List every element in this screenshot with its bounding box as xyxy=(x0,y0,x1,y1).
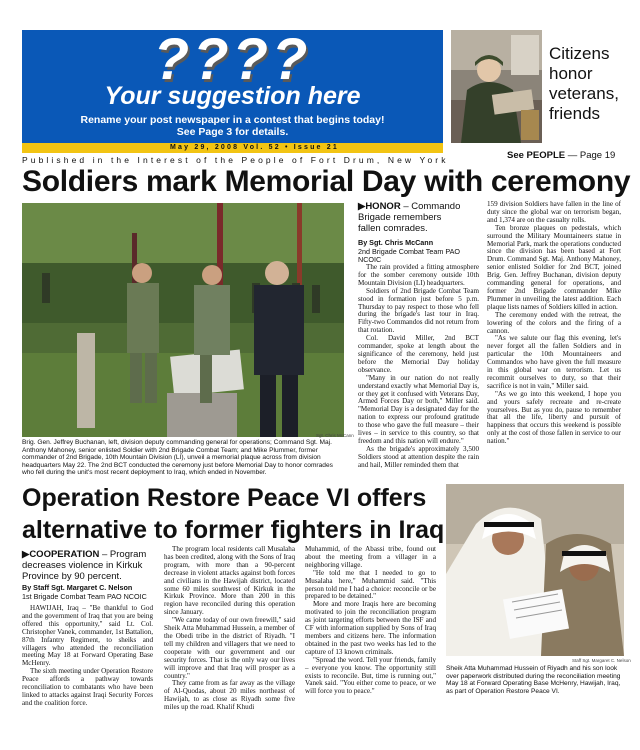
masthead-question-marks: ???? xyxy=(153,30,312,92)
story2-paragraph: The program local residents call Musalaha has been credited, along with the Sons of Iraq program, with more than a 90-percent decrease in violent attacks against both forces and civilians in the Hawijah district, located some 60 miles southwest of Kirkuk in the Kirkuk Province. More than 200 in this region have reconciled during this operation since January. xyxy=(164,545,295,617)
story2-photo-credit: Staff Sgt. Margaret C. Nelson xyxy=(572,658,631,663)
promo-section-name: See PEOPLE xyxy=(507,150,566,161)
story1-paragraph: 159 division Soldiers have fallen in the line of duty since the global war on terrorism began, and 1,374 are on the casualty rolls. xyxy=(487,200,621,224)
story1-paragraph: The rain provided a fitting atmosphere for the somber ceremony outside 10th Mountain Division (LI) headquarters. xyxy=(358,263,479,287)
sheik-paperwork-photo xyxy=(446,484,624,656)
story2-paragraph: They came from as far away as the village of Al-Quodas, about 20 miles northeast of Hawijah, to as close as Riyadh some five miles up the road. Khalif Khudi xyxy=(164,679,295,712)
promo-line-2: honor xyxy=(549,64,593,83)
masthead-rename-text xyxy=(22,114,443,138)
promo-headline xyxy=(549,44,619,124)
story1-byline xyxy=(358,239,468,265)
story2-headline: Operation Restore Peace VI offers alternative to former fighters in Iraq xyxy=(22,484,445,544)
story2-paragraph: "We came today of our own freewill," said Sheik Atta Muhammad Hussein, a member of the Obedi tribe in the district of Riyadh. "I tell my children and villagers that we need to cooperate with our government and our security forces. That is the only way our lives will improve and that Iraq will prosper as a country." xyxy=(164,616,295,680)
story1-paragraph: "As we salute our flag this evening, let's never forget all the fallen Soldiers and in particular the 10th Mountaineers and Commandos who have given the full measure in this global war on terrorism. Let us recommit ourselves to duty, so that their sacrifice is not in vain," Miller said. xyxy=(487,334,621,390)
story2-kicker-tag: ▶COOPERATION xyxy=(22,549,100,560)
rename-line-1: Rename your post newspaper in a contest that begins today! xyxy=(80,114,385,126)
story2-paragraph: HAWIJAH, Iraq – "Be thankful to God and the government of Iraq that you are being offered this opportunity," said Lt. Col. Christopher Vanek, commander, 1st Battalion, 87th Infantry Regiment, to sheiks and villagers who attended the reconciliation meeting May 18 at Forward Operating Base McHenry. xyxy=(22,604,153,668)
issue-bar: May 29, 2008 Vol. 52 • Issue 21 xyxy=(22,143,443,153)
story2-paragraph: The sixth meeting under Operation Restore Peace affords a pathway towards reconciliation to combatants who have been linked to attacks against Iraqi Security Forces and the coalition force. xyxy=(22,667,153,707)
promo-line-4: friends xyxy=(549,104,601,123)
story2-cutline: Sheik Atta Muhammad Hussein of Riyadh and his son look over paperwork distributed during the reconciliation meeting May 18 at Forward Operating Base McHenry, Hawijah, Iraq, as part of Operation Restore Peace VI. xyxy=(446,665,621,695)
story2-column-2 xyxy=(164,546,295,712)
rename-line-2: See Page 3 for details. xyxy=(176,126,289,138)
published-line: Published in the Interest of the People of Fort Drum, New York xyxy=(22,155,449,165)
promo-page-number: — Page 19 xyxy=(565,150,616,161)
story2-byline-name: By Staff Sgt. Margaret C. Nelson xyxy=(22,583,133,592)
promo-page-reference[interactable] xyxy=(507,150,615,161)
story1-cutline: Brig. Gen. Jeffrey Buchanan, left, division deputy commanding general for operations; Command Sgt. Maj. Anthony Mahoney, senior enlisted Soldier with 2nd Brigade Combat Team; and Mike Plummer, former commander of 2nd Brigade, 10th Mountain Division (LI), unveil a memorial plaque across from division headquarters May 22. The 2nd BCT conducted the ceremony just before Memorial Day to honor comrades who fell during the unit's most recent deployment to Iraq, which ended in November. xyxy=(22,439,333,477)
memorial-ceremony-photo xyxy=(22,203,344,437)
story1-photo-credit: Sgt. Chris McCann xyxy=(316,433,354,438)
story2-paragraph: More and more Iraqis here are becoming motivated to join the reconciliation program as joint targeting efforts between the ISF and CF with information supplied by Sons of Iraq members and citizens here. The information obtained in the past two weeks has led to the capture of 13 known criminals. xyxy=(305,600,436,656)
story2-kicker xyxy=(22,549,152,582)
story2-photo[interactable] xyxy=(446,484,624,656)
story1-paragraph: As the brigade's approximately 3,500 Soldiers stood at attention despite the rain and hail, Miller reminded them that xyxy=(358,444,479,469)
story1-headline: Soldiers mark Memorial Day with ceremony xyxy=(22,165,631,198)
story2-kicker-text: – Program decreases violence in Kirkuk Province by 90 percent. xyxy=(22,549,147,582)
story1-paragraph: The ceremony ended with the retreat, the lowering of the colors and the firing of a cannon. xyxy=(487,310,621,335)
story2-byline-unit: 1st Brigade Combat Team PAO NCOIC xyxy=(22,591,147,601)
story1-kicker-text: – Commando Brigade remembers fallen comrades. xyxy=(358,201,461,234)
story1-paragraph: "Many in our nation do not really understand exactly what Memorial Day is, or they get it confused with Veterans Day, Armed Forces Day or both," Miller said. "Memorial Day is a designated day for the nation to express our profound gratitude to those who gave the full measure – their lives – in service to this country, so that freedom and this nation will endure." xyxy=(358,373,479,445)
story2-byline xyxy=(22,584,162,601)
masthead-suggestion: Your suggestion here xyxy=(104,82,361,110)
story2-paragraph: Muhammid, of the Abassi tribe, found out about the meeting from a villager in a neighboring village. xyxy=(305,545,436,569)
story2-column-1 xyxy=(22,605,153,708)
story1-byline-unit: 2nd Brigade Combat Team PAO NCOIC xyxy=(358,246,461,264)
story1-kicker-tag: ▶HONOR xyxy=(358,201,401,212)
story1-photo[interactable] xyxy=(22,203,344,437)
promo-photo[interactable] xyxy=(451,30,542,143)
story1-paragraph: Col. David Miller, 2nd BCT commander, spoke at length about the significance of the ceremony, held just before the Memorial Day holiday observance. xyxy=(358,334,479,374)
story2-column-3 xyxy=(305,546,436,696)
story1-paragraph: Ten bronze plaques on pedestals, which surround the Military Mountaineers statue in Memorial Park, mark the operations conducted since the division has been based at Fort Drum. Command Sgt. Maj. Anthony Mahoney, senior enlisted Soldier for 2nd BCT, joined Brig. Gen. Jeffrey Buchanan, division deputy commanding general for operations, and former 2nd Brigade commander Mike Plummer in unveiling the latest addition. Each plaque lists names of Soldiers killed in action. xyxy=(487,223,621,311)
story2-paragraph: "He told me that I needed to go to Musalaha here," Muhammid said. "This person told me I had a choice: reconcile or be prepared to be detained." xyxy=(305,568,436,601)
story1-kicker xyxy=(358,201,463,234)
story1-paragraph: "As we go into this weekend, I hope you and yours safely recreate and re-create yourselves. But as you do, pause to remember that all the life, liberty and pursuit of happiness that occurs this weekend is possible only at the cost of those fallen in service to our nation." xyxy=(487,389,621,446)
promo-veteran-photo xyxy=(451,30,542,143)
story2-paragraph: "Spread the word. Tell your friends, family – everyone you know. The opportunity still exists to reconcile. But, time is running out," Vanek said. "You either come to peace, or we will force you to peace." xyxy=(305,655,436,696)
story1-paragraph: Soldiers of 2nd Brigade Combat Team stood in formation just before 5 p.m. Thursday to pay respect to those who fell during the brigade's last tour in Iraq. Fifty-two Commandos did not return from that rotation. xyxy=(358,286,479,335)
promo-line-1: Citizens xyxy=(549,44,610,63)
story1-byline-name: By Sgt. Chris McCann xyxy=(358,238,434,247)
masthead-banner xyxy=(22,30,443,143)
story1-column-middle xyxy=(358,264,479,470)
promo-line-3: veterans, xyxy=(549,84,619,103)
story1-column-right xyxy=(487,201,621,446)
